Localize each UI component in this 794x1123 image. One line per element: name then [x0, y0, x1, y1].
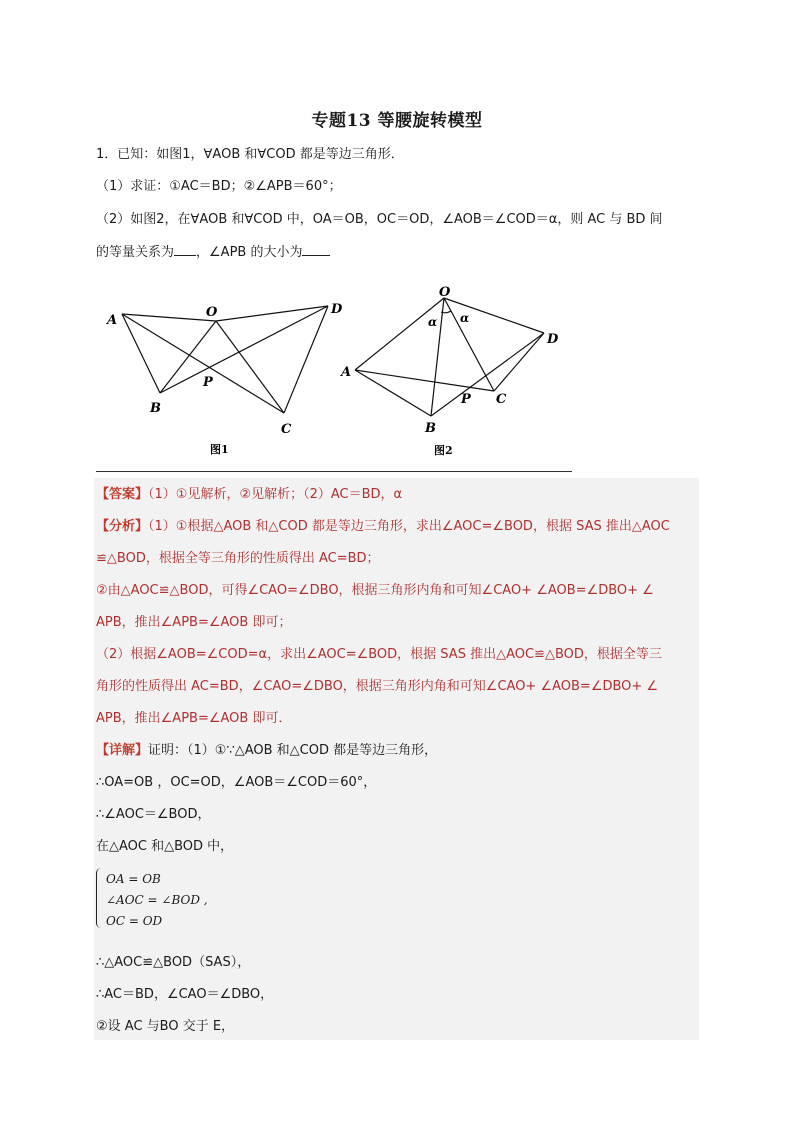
fig2-caption: 图2	[434, 444, 453, 457]
fig2-seg-AC	[355, 370, 494, 391]
detail-line-2: ∴OA=OB ，OC=OD，∠AOB＝∠COD＝60°，	[96, 775, 377, 790]
fig2-seg-BD	[431, 333, 544, 416]
equation-system	[96, 868, 236, 932]
system-brace	[96, 868, 103, 928]
problem-line-4a: 的等量关系为	[96, 245, 175, 260]
fig2-label-alpha-2: α	[460, 311, 470, 325]
fig2-seg-OD	[444, 298, 544, 333]
answer-blank-1	[174, 243, 196, 256]
answer-blank-2	[302, 243, 330, 256]
answer-tag: 【答案】	[96, 487, 149, 502]
fig1-seg-OD	[216, 306, 328, 321]
fig2-label-B: B	[425, 421, 436, 436]
detail-line-3: ∴∠AOC＝∠BOD，	[96, 807, 211, 822]
fig1-label-B: B	[150, 401, 161, 416]
fig1-seg-DC	[284, 306, 328, 413]
fig1-label-A: A	[107, 313, 118, 328]
detail-line-5: ∴△AOC≌△BOD（SAS），	[96, 955, 251, 970]
figure-1	[96, 292, 356, 462]
fig1-label-O: O	[206, 305, 218, 320]
fig2-seg-AB	[355, 370, 431, 416]
fig1-seg-OC	[216, 321, 284, 413]
fig2-seg-DC	[494, 333, 544, 391]
analysis-tag: 【分析】	[96, 519, 149, 534]
analysis-text-1: （1）①根据△AOB 和△COD 都是等边三角形，求出∠AOC=∠BOD，根据 SAS 推出△AOC	[148, 519, 670, 534]
problem-line-1: 1．已知：如图1，∀AOB 和∀COD 都是等边三角形．	[96, 147, 404, 162]
detail-text-1: 证明：（1）①∵△AOB 和△COD 都是等边三角形，	[148, 743, 438, 758]
fig2-label-A: A	[341, 365, 352, 380]
detail-line-4: 在△AOC 和△BOD 中，	[96, 839, 234, 854]
fig1-caption: 图1	[210, 443, 229, 456]
analysis-line-3: ②由△AOC≌△BOD，可得∠CAO=∠DBO，根据三角形内角和可知∠CAO+ ∠AOB=∠DBO+ ∠	[96, 583, 654, 598]
fig2-seg-OA	[355, 298, 444, 370]
problem-line-4	[96, 243, 696, 261]
analysis-line-4: APB，推出∠APB=∠AOB 即可；	[96, 615, 292, 630]
analysis-line-5: （2）根据∠AOB=∠COD=α，求出∠AOC=∠BOD，根据 SAS 推出△AOC≌△BOD，根据全等三	[96, 647, 662, 662]
problem-line-2: （1）求证：①AC＝BD；②∠APB＝60°；	[96, 179, 342, 194]
page-title: 专题13 等腰旋转模型	[311, 111, 483, 131]
answer-text: （1）①见解析，②见解析；（2）AC＝BD，α	[148, 487, 403, 502]
detail-line-1	[96, 742, 696, 759]
fig2-label-P: P	[461, 392, 471, 407]
fig2-label-D: D	[547, 332, 559, 347]
fig1-label-D: D	[331, 302, 343, 317]
figure-2	[338, 282, 578, 462]
fig2-label-C: C	[496, 392, 507, 407]
detail-line-7: ②设 AC 与BO 交于 E，	[96, 1019, 235, 1034]
separator-line	[96, 471, 572, 472]
analysis-line-2: ≌△BOD，根据全等三角形的性质得出 AC=BD；	[96, 551, 380, 566]
fig2-label-O: O	[439, 285, 451, 300]
detail-line-6: ∴AC＝BD，∠CAO＝∠DBO，	[96, 987, 274, 1002]
analysis-line-6: 角形的性质得出 AC=BD，∠CAO=∠DBO，根据三角形内角和可知∠CAO+ ∠AOB=∠DBO+ ∠	[96, 679, 659, 694]
fig2-label-alpha-1: α	[428, 315, 438, 329]
system-row-3: OC = OD	[106, 914, 163, 928]
fig1-label-C: C	[281, 422, 292, 437]
analysis-line-1	[96, 518, 696, 535]
answer-line	[96, 486, 696, 503]
analysis-line-7: APB，推出∠APB=∠AOB 即可．	[96, 711, 292, 726]
problem-line-3: （2）如图2，在∀AOB 和∀COD 中，OA＝OB，OC＝OD，∠AOB＝∠COD＝α，则 AC 与 BD 间	[96, 212, 663, 227]
system-row-1: OA = OB	[106, 872, 161, 886]
fig1-seg-AO	[122, 314, 216, 321]
problem-line-4b: ，∠APB 的大小为	[196, 245, 303, 260]
detail-tag: 【详解】	[96, 743, 149, 758]
fig1-label-P: P	[203, 375, 213, 390]
system-row-2: ∠AOC = ∠BOD ,	[106, 893, 208, 907]
